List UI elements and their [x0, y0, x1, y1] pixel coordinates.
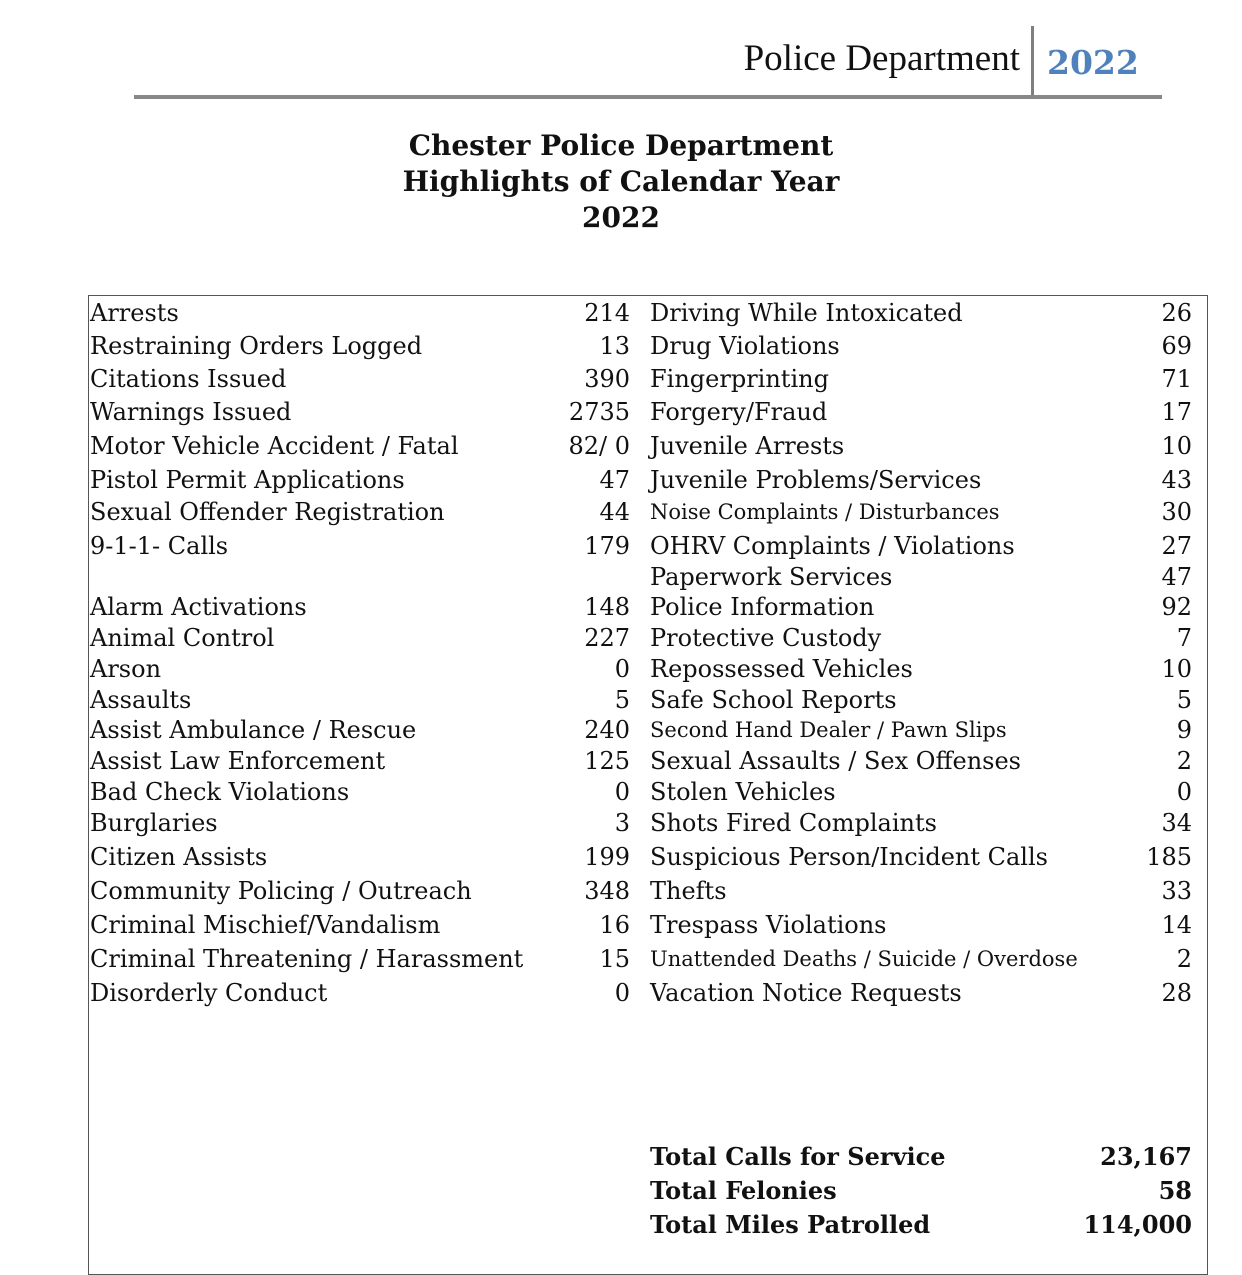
header-divider	[1031, 26, 1034, 98]
right-value: 0	[1176, 778, 1192, 806]
left-label: Warnings Issued	[90, 398, 292, 426]
left-label: Sexual Offender Registration	[90, 498, 445, 526]
left-label: Assist Ambulance / Rescue	[90, 716, 417, 744]
header-title: Police Department	[743, 38, 1020, 79]
left-value: 3	[614, 809, 630, 837]
right-label: Unattended Deaths / Suicide / Overdose	[650, 947, 1078, 971]
total-row	[0, 1174, 1242, 1208]
left-label: Assaults	[90, 686, 192, 714]
left-value: 5	[614, 686, 630, 714]
right-label: Vacation Notice Requests	[650, 979, 962, 1007]
right-label: Protective Custody	[650, 624, 882, 652]
left-value: 15	[599, 945, 630, 973]
total-value: 58	[1158, 1176, 1192, 1205]
left-label: Pistol Permit Applications	[90, 466, 405, 494]
right-value: 9	[1176, 716, 1192, 744]
right-label: Stolen Vehicles	[650, 778, 836, 806]
right-label: Trespass Violations	[650, 911, 887, 939]
table-row	[0, 560, 1242, 594]
left-value: 2735	[568, 398, 630, 426]
table-row	[0, 908, 1242, 942]
left-label: Citizen Assists	[90, 843, 268, 871]
table-row	[0, 840, 1242, 874]
right-value: 33	[1161, 877, 1192, 905]
left-label: Arson	[90, 655, 162, 683]
right-value: 43	[1161, 466, 1192, 494]
left-value: 47	[599, 466, 630, 494]
title-line-2: Highlights of Calendar Year	[402, 165, 840, 198]
left-label: Criminal Threatening / Harassment	[90, 945, 524, 973]
total-label: Total Calls for Service	[650, 1142, 946, 1171]
table-row	[0, 296, 1242, 330]
right-label: Safe School Reports	[650, 686, 897, 714]
table-row	[0, 395, 1242, 429]
left-value: 44	[599, 498, 630, 526]
right-label: Drug Violations	[650, 332, 840, 360]
left-label: Alarm Activations	[90, 593, 307, 621]
left-label: Disorderly Conduct	[90, 979, 328, 1007]
left-value: 199	[584, 843, 630, 871]
left-label: Bad Check Violations	[90, 778, 350, 806]
table-row	[0, 529, 1242, 563]
right-value: 47	[1161, 563, 1192, 591]
right-label: Noise Complaints / Disturbances	[650, 500, 1000, 524]
total-value: 23,167	[1100, 1142, 1192, 1171]
left-value: 148	[584, 593, 630, 621]
table-row	[0, 806, 1242, 840]
left-value: 179	[584, 532, 630, 560]
right-label: Sexual Assaults / Sex Offenses	[650, 747, 1021, 775]
total-label: Total Felonies	[650, 1176, 837, 1205]
right-label: Police Information	[650, 593, 875, 621]
right-label: Second Hand Dealer / Pawn Slips	[650, 718, 1007, 742]
right-label: Suspicious Person/Incident Calls	[650, 843, 1048, 871]
right-value: 30	[1161, 498, 1192, 526]
left-value: 82/ 0	[568, 432, 630, 460]
table-row	[0, 329, 1242, 363]
right-label: Thefts	[650, 877, 727, 905]
table-row	[0, 874, 1242, 908]
right-value: 92	[1161, 593, 1192, 621]
left-label: Burglaries	[90, 809, 218, 837]
left-value: 13	[599, 332, 630, 360]
right-value: 5	[1176, 686, 1192, 714]
right-label: Fingerprinting	[650, 365, 829, 393]
table-row	[0, 590, 1242, 624]
right-value: 10	[1161, 432, 1192, 460]
left-value: 240	[584, 716, 630, 744]
right-label: Paperwork Services	[650, 563, 893, 591]
title-line-3: 2022	[582, 201, 660, 234]
title-line-1: Chester Police Department	[408, 129, 834, 162]
left-value: 214	[584, 299, 630, 327]
table-row	[0, 652, 1242, 686]
left-value: 0	[614, 979, 630, 1007]
right-value: 7	[1176, 624, 1192, 652]
left-label: Criminal Mischief/Vandalism	[90, 911, 441, 939]
right-value: 34	[1161, 809, 1192, 837]
table-row	[0, 744, 1242, 778]
table-row	[0, 621, 1242, 655]
document-title	[0, 128, 1242, 236]
right-value: 14	[1161, 911, 1192, 939]
right-value: 17	[1161, 398, 1192, 426]
right-value: 185	[1146, 843, 1192, 871]
header-year: 2022	[1047, 43, 1139, 82]
table-row	[0, 495, 1242, 529]
left-label: Restraining Orders Logged	[90, 332, 423, 360]
right-value: 2	[1176, 945, 1192, 973]
table-row	[0, 713, 1242, 747]
left-label: Assist Law Enforcement	[90, 747, 386, 775]
left-value: 227	[584, 624, 630, 652]
left-label: Animal Control	[90, 624, 275, 652]
left-value: 390	[584, 365, 630, 393]
table-row	[0, 683, 1242, 717]
right-label: Forgery/Fraud	[650, 398, 828, 426]
left-label: 9-1-1- Calls	[90, 532, 229, 560]
table-row	[0, 976, 1242, 1010]
total-value: 114,000	[1083, 1210, 1192, 1239]
right-value: 71	[1161, 365, 1192, 393]
table-row	[0, 362, 1242, 396]
right-value: 28	[1161, 979, 1192, 1007]
right-value: 2	[1176, 747, 1192, 775]
table-row	[0, 775, 1242, 809]
right-value: 69	[1161, 332, 1192, 360]
right-value: 27	[1161, 532, 1192, 560]
right-label: Juvenile Problems/Services	[650, 466, 982, 494]
left-value: 348	[584, 877, 630, 905]
left-label: Motor Vehicle Accident / Fatal	[90, 432, 459, 460]
right-value: 10	[1161, 655, 1192, 683]
left-label: Arrests	[90, 299, 179, 327]
right-label: Shots Fired Complaints	[650, 809, 937, 837]
table-row	[0, 429, 1242, 463]
right-value: 26	[1161, 299, 1192, 327]
total-row	[0, 1140, 1242, 1174]
table-row	[0, 463, 1242, 497]
total-row	[0, 1208, 1242, 1242]
left-value: 16	[599, 911, 630, 939]
left-label: Community Policing / Outreach	[90, 877, 472, 905]
right-label: Driving While Intoxicated	[650, 299, 963, 327]
total-label: Total Miles Patrolled	[650, 1210, 931, 1239]
right-label: Juvenile Arrests	[650, 432, 845, 460]
right-label: OHRV Complaints / Violations	[650, 532, 1015, 560]
left-value: 0	[614, 655, 630, 683]
left-label: Citations Issued	[90, 365, 287, 393]
right-label: Repossessed Vehicles	[650, 655, 913, 683]
left-value: 125	[584, 747, 630, 775]
table-row	[0, 942, 1242, 976]
left-value: 0	[614, 778, 630, 806]
header-rule	[134, 95, 1162, 99]
